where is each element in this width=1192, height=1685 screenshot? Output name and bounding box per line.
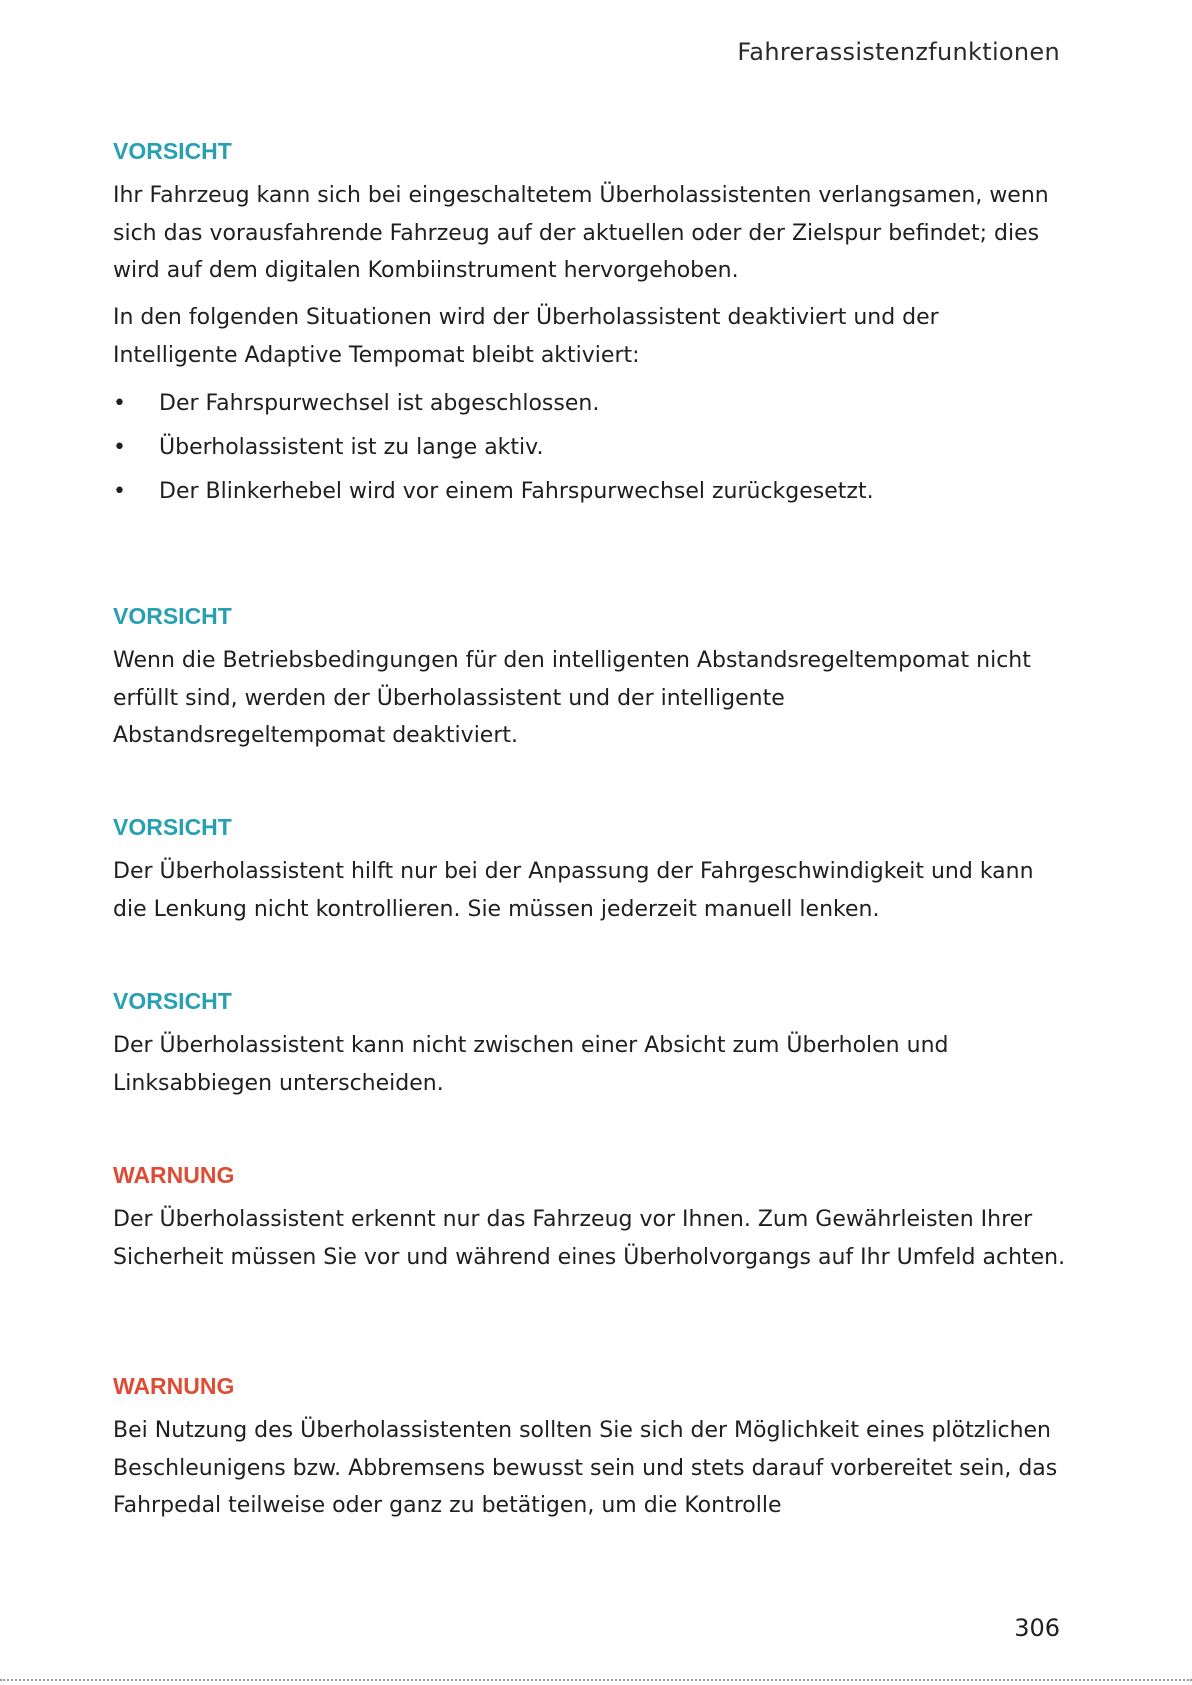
list-item-text: Der Blinkerhebel wird vor einem Fahrspurwechsel zurückgesetzt. <box>159 479 874 504</box>
caution-label: VORSICHT <box>113 603 232 629</box>
caution-text: Der Überholassistent hilft nur bei der Anpassung der Fahrgeschwindigkeit und kann die Lenkung nicht kontrollieren. Sie müssen jederzeit manuell lenken. <box>113 859 1034 922</box>
bullet-icon: • <box>113 435 126 460</box>
list-item <box>113 382 1083 426</box>
deactivation-intro: In den folgenden Situationen wird der Überholassistent deaktiviert und der Intelligente Adaptive Tempomat bleibt aktiviert: <box>113 305 939 368</box>
caution-text: Wenn die Betriebsbedingungen für den intelligenten Abstandsregeltempomat nicht erfüllt sind, werden der Überholassistent und der intelligente Abstandsregeltempomat deaktiviert. <box>113 648 1031 748</box>
warning-label: WARNUNG <box>113 1162 235 1188</box>
caution-block <box>113 985 1083 1102</box>
list-item-text: Der Fahrspurwechsel ist abgeschlossen. <box>159 391 600 416</box>
list-item <box>113 470 1083 514</box>
list-item-text: Überholassistent ist zu lange aktiv. <box>159 435 544 460</box>
running-header: Fahrerassistenzfunktionen <box>737 38 1060 66</box>
page-number: 306 <box>1014 1614 1060 1642</box>
caution-block <box>113 811 1083 928</box>
list-item <box>113 426 1083 470</box>
caution-block <box>113 135 1083 290</box>
warning-block <box>113 1370 1083 1525</box>
caution-text: Der Überholassistent kann nicht zwischen einer Absicht zum Überholen und Linksabbiegen unterscheiden. <box>113 1033 949 1096</box>
warning-block <box>113 1159 1083 1276</box>
caution-label: VORSICHT <box>113 988 232 1014</box>
page-edge-divider <box>0 1679 1192 1681</box>
deactivation-section <box>113 299 1083 514</box>
bullet-icon: • <box>113 391 126 416</box>
warning-text: Der Überholassistent erkennt nur das Fahrzeug vor Ihnen. Zum Gewährleisten Ihrer Sicherheit müssen Sie vor und während eines Überholvorgangs auf Ihr Umfeld achten. <box>113 1207 1066 1270</box>
caution-label: VORSICHT <box>113 814 232 840</box>
caution-label: VORSICHT <box>113 138 232 164</box>
caution-text: Ihr Fahrzeug kann sich bei eingeschaltetem Überholassistenten verlangsamen, wenn sich das vorausfahrende Fahrzeug auf der aktuellen oder der Zielspur befindet; dies wird auf dem digitalen Kombiinstrument hervorgehoben. <box>113 183 1049 283</box>
caution-block <box>113 600 1083 755</box>
deactivation-list <box>113 382 1083 514</box>
warning-label: WARNUNG <box>113 1373 235 1399</box>
bullet-icon: • <box>113 479 126 504</box>
warning-text: Bei Nutzung des Überholassistenten sollten Sie sich der Möglichkeit eines plötzlichen Beschleunigens bzw. Abbremsens bewusst sein und stets darauf vorbereitet sein, das Fahrpedal teilweise oder ganz zu betätigen, um die Kontrolle <box>113 1418 1058 1518</box>
